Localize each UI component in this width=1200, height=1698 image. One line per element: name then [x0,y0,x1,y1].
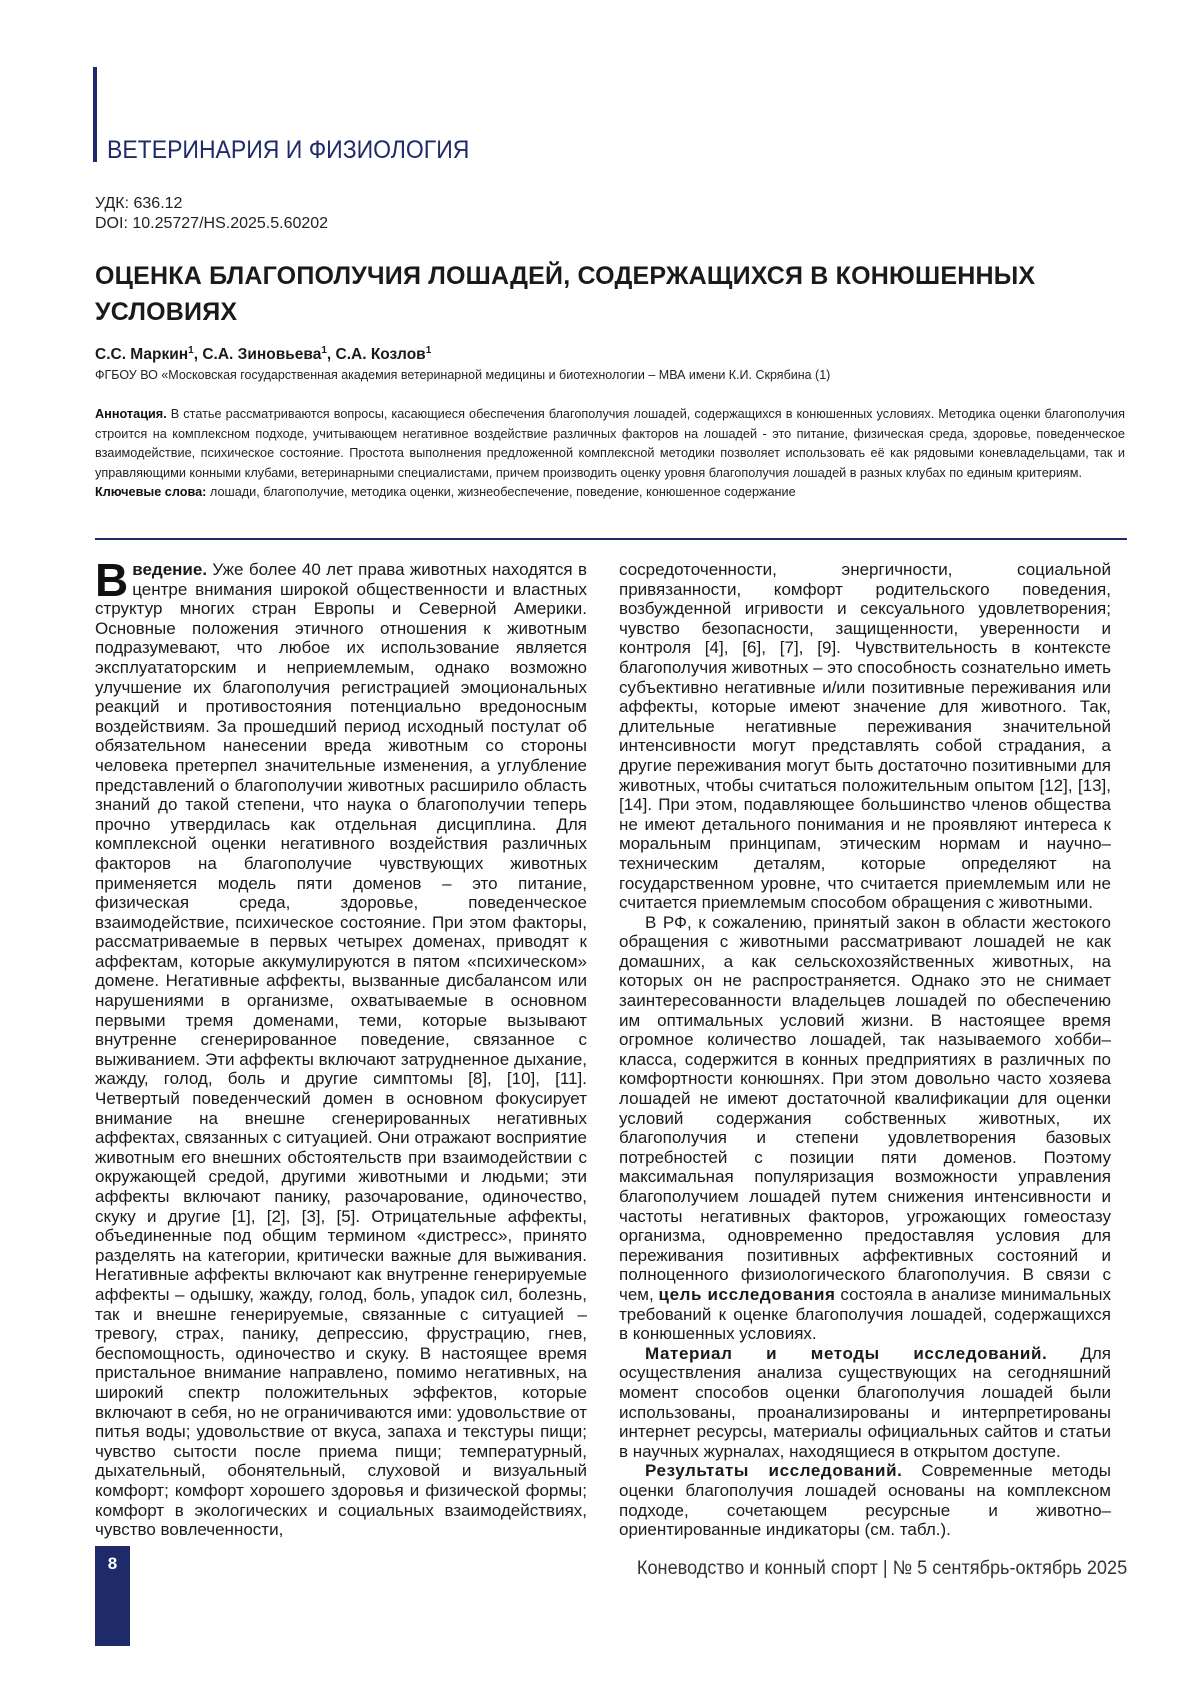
keywords-text: лошади, благополучие, методика оценки, жизнеобеспечение, поведение, конюшенное содержание [206,485,795,499]
results-paragraph: Результаты исследований. Современные методы оценки благополучия лошадей основаны на комплексном подходе, сочетающем ресурсные и животно–ориентированные индикаторы (см. табл.). [619,1461,1111,1539]
aim-heading: цель исследования [659,1285,836,1304]
page-number-box [95,1546,130,1646]
methods-heading: Материал и методы исследований. [645,1344,1047,1363]
article-title: ОЦЕНКА БЛАГОПОЛУЧИЯ ЛОШАДЕЙ, СОДЕРЖАЩИХСЯ В КОНЮШЕННЫХ УСЛОВИЯХ [95,258,1125,330]
results-heading: Результаты исследований. [645,1461,902,1480]
section-label: ВЕТЕРИНАРИЯ И ФИЗИОЛОГИЯ [107,136,469,165]
right-paragraph-1: сосредоточенности, энергичности, социальной привязанности, комфорт родительского поведения, возбужденной игривости и сексуального удовлетворения; чувство безопасности, защищенности, уверенности и контроля [4], [6], [7], [9]. Чувствительность в контексте благополучия животных – это способность сознательно иметь субъективно негативные и/или позитивные переживания или аффекты, которые имеют значение для животного. Так, длительные негативные переживания значительной интенсивности могут представлять собой страдания, а другие переживания могут быть достаточно позитивными для животных, чтобы считаться положительным опытом [12], [13], [14]. При этом, подавляющее большинство членов общества не имеют детального понимания и не проявляют интереса к моральным принципам, этическим нормам и научно–техническим деталям, которые определяют на государственном уровне, что считается приемлемым или не считается приемлемым способом обращения с животными. [619,560,1111,913]
udk: УДК: 636.12 [95,194,328,214]
column-left [95,560,587,1540]
author-1: С.С. Маркин1, [95,346,202,363]
intro-paragraph [95,560,587,1540]
right-paragraph-2: В РФ, к сожалению, принятый закон в области жестокого обращения с животными рассматривают лошадей не как домашних, а как сельскохозяйственных животных, на которых он не распространяется. Однако это не снимает заинтересованности владельцев лошадей по обеспечению им оптимальных условий жизни. В настоящее время огромное количество лошадей, так называемого хобби–класса, содержится в конных предприятиях в различных по комфортности конюшнях. При этом довольно часто хозяева лошадей не имеют достаточной квалификации для оценки условий содержания собственных животных, их благополучия и степени удовлетворения базовых потребностей с позиции пяти доменов. Поэтому максимальная популяризация возможности управления благополучием лошадей путем снижения интенсивности и частоты негативных факторов, угрожающих гомеостазу организма, одновременно предоставляя условия для переживания позитивных аффективных состояний и полноценного физиологического благополучия. В связи с чем, цель исследования состояла в анализе минимальных требований к оценке благополучия лошадей, содержащихся в конюшенных условиях. [619,913,1111,1344]
authors [95,345,431,364]
doi: DOI: 10.25727/HS.2025.5.60202 [95,214,328,234]
article-meta [95,194,328,234]
abstract-block [95,405,1125,503]
intro-text: Уже более 40 лет права животных находятся в центре внимания широкой общественности и властных структур многих стран Европы и Северной Америки. Основные положения этичного отношения к животным подразумевают, что любое их использование является эксплуататорским и неприемлемым, однако возможно улучшение их благополучия регистрацией эмоциональных реакций и противостояния потенциально вредоносным воздействиям. За прошедший период исходный постулат об обязательном нанесении вреда животным со стороны человека претерпел значительные изменения, а углубление представлений о благополучии животных расширило область знаний до такой степени, что наука о благополучии теперь прочно утвердилась как отдельная дисциплина. Для комплексной оценки негативного воздействия различных факторов на благополучие чувствующих животных применяется модель пяти доменов – это питание, физическая среда, здоровье, поведенческое взаимодействие, психическое состояние. При этом факторы, рассматриваемые в первых четырех доменах, приводят к аффектам, которые аккумулируются в пятом «психическом» домене. Негативные аффекты, вызванные дисбалансом или нарушениями в организме, охватываемые в основном первыми тремя доменами, теми, которые вызывают внутренне сгенерированное поведение, связанное с выживанием. Эти аффекты включают затрудненное дыхание, жажду, голод, боль и другие симптомы [8], [10], [11]. Четвертый поведенческий домен в основном фокусирует внимание на внешне сгенерированных негативных аффектах, связанных с ситуацией. Они отражают восприятие животным его внешних обстоятельств при взаимодействии с окружающей средой, другими животными и людьми; эти аффекты включают панику, разочарование, одиночество, скуку и другие [1], [2], [3], [5]. Отрицательные аффекты, объединенные под общим термином «дистресс», принято разделять на категории, критически важные для выживания. Негативные аффекты включают как внутренне генерируемые аффекты – одышку, жажду, голод, боль, упадок сил, болезнь, так и внешне генерируемые, связанные с ситуацией – тревогу, страх, панику, депрессию, фрустрацию, гнев, беспомощность, одиночество и скуку. В настоящее время пристальное внимание направлено, помимо негативных, на широкий спектр положительных эффектов, которые включают в себя, но не ограничиваются ими: удовольствие от питья воды; удовольствие от вкуса, запаха и текстуры пищи; чувство сытости после приема пищи; температурный, дыхательный, обонятельный, слуховой и визуальный комфорт; комфорт хорошего здоровья и физической формы; комфорт в экологических и социальных взаимодействиях, чувство вовлеченности, [95,560,587,1539]
methods-paragraph: Материал и методы исследований. Для осуществления анализа существующих на сегодняшний момент способов оценки благополучия лошадей были использованы, проанализированы и интерпретированы интернет ресурсы, материалы официальных сайтов и статьи в научных журналах, находящиеся в открытом доступе. [619,1344,1111,1462]
keywords [95,483,1125,503]
intro-heading: ведение. [132,560,207,579]
page-number: 8 [95,1554,130,1574]
header-divider [95,538,1127,540]
keywords-label: Ключевые слова: [95,485,206,499]
abstract [95,405,1125,483]
abstract-label: Аннотация. [95,407,167,421]
column-right [619,560,1111,1540]
affiliation: ФГБОУ ВО «Московская государственная академия ветеринарной медицины и биотехнологии – МВА имени К.И. Скрябина (1) [95,368,830,382]
drop-cap: В [95,562,128,598]
author-3: С.А. Козлов1 [336,346,432,363]
author-2: С.А. Зиновьева1, [202,346,335,363]
journal-footer: Коневодство и конный спорт | № 5 сентябрь-октябрь 2025 [637,1557,1127,1580]
abstract-text: В статье рассматриваются вопросы, касающиеся обеспечения благополучия лошадей, содержащихся в конюшенных условиях. Методика оценки благополучия строится на комплексном подходе, учитывающем негативное воздействие различных факторов на лошадей - это питание, физическая среда, здоровье, поведенческое взаимодействие, психическое состояние. Простота выполнения предложенной комплексной методики позволяет использовать её как рядовыми коневладельцами, так и управляющими конными клубами, ветеринарными специалистами, причем производить оценку уровня благополучия лошадей в разных клубах по единым критериям. [95,407,1125,480]
section-accent-bar [93,67,97,162]
